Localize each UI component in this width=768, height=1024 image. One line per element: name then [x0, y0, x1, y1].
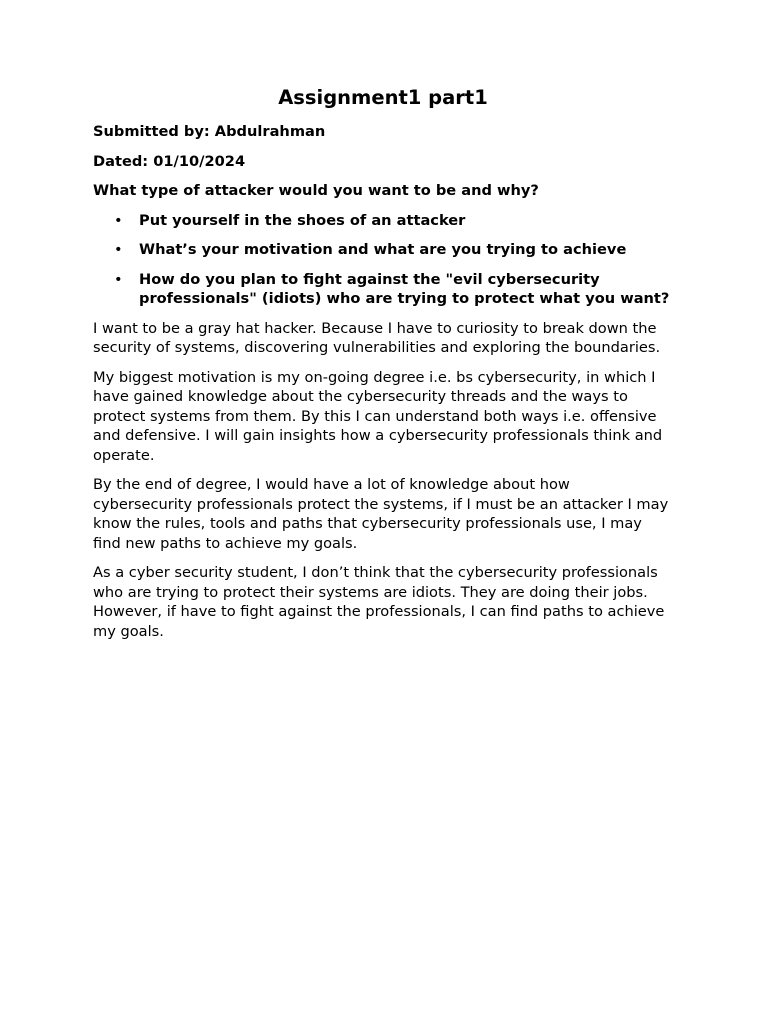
date-line: Dated: 01/10/2024	[93, 152, 246, 170]
bullet-item	[93, 211, 673, 231]
bullet-icon: •	[114, 241, 123, 258]
answer-paragraph: I want to be a gray hat hacker. Because I have to curiosity to break down the security of systems, discovering vulnerabilities and exploring the boundaries.	[93, 319, 661, 356]
document-title: Assignment1 part1	[278, 86, 488, 109]
submitted-by: Submitted by: Abdulrahman	[93, 123, 326, 140]
bullet-icon: •	[114, 270, 123, 288]
bullet-text: Put yourself in the shoes of an attacker	[139, 211, 466, 229]
bullet-icon: •	[114, 211, 123, 229]
answer-paragraph: My biggest motivation is my on-going degree i.e. bs cybersecurity, in which I have gained knowledge about the cybersecurity threads and the ways to protect systems from them. By this I can understand both ways i.e. offensive and defensive. I will gain insights how a cybersecurity professionals think and operate.	[93, 368, 663, 464]
answer-paragraph: As a cyber security student, I don’t think that the cybersecurity professionals who are trying to protect their systems are idiots. They are doing their jobs. However, if have to fight against the professionals, I can find paths to achieve my goals.	[93, 564, 665, 640]
bullet-item	[93, 270, 673, 309]
bullet-text: How do you plan to fight against the "evil cybersecurity professionals" (idiots) who are trying to protect what you want?	[139, 270, 670, 307]
bullet-item	[93, 240, 673, 260]
question-heading: What type of attacker would you want to be and why?	[93, 182, 539, 199]
bullet-text: What’s your motivation and what are you trying to achieve	[139, 241, 627, 258]
question-bullet-list	[93, 211, 673, 309]
document-page	[93, 84, 673, 651]
answer-paragraph: By the end of degree, I would have a lot of knowledge about how cybersecurity professionals protect the systems, if I must be an attacker I may know the rules, tools and paths that cybersecurity professionals use, I may find new paths to achieve my goals.	[93, 476, 669, 552]
